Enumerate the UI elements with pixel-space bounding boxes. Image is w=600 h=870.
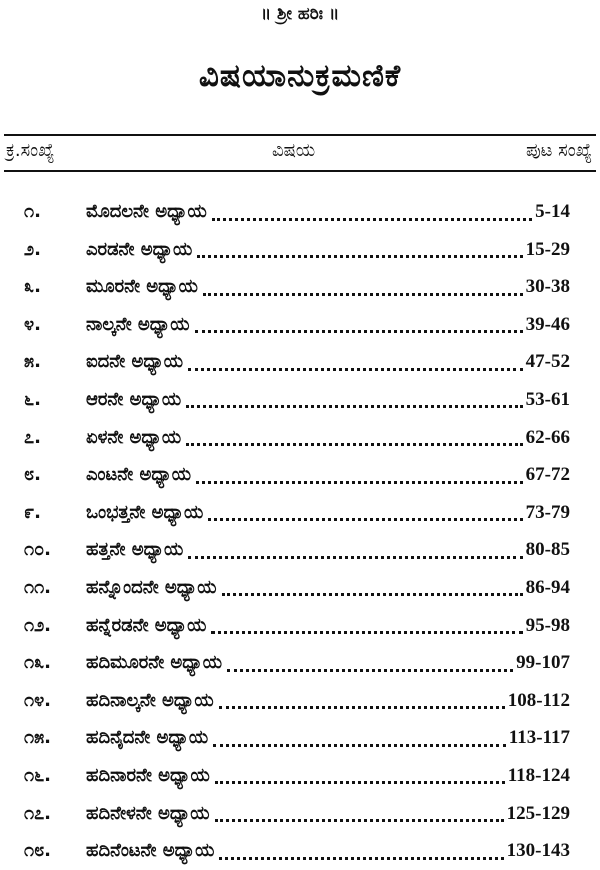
toc-entry-pages: 86-94 — [525, 576, 570, 598]
dot-leader — [219, 843, 503, 860]
toc-entry-number: ೧೩. — [24, 652, 51, 674]
toc-entry-line — [86, 464, 570, 486]
toc-entry — [0, 795, 600, 833]
toc-entry-pages: 5-14 — [535, 201, 570, 222]
dot-leader — [212, 204, 532, 221]
dot-leader — [222, 579, 523, 596]
toc-entry-line — [86, 276, 570, 298]
toc-entry-title: ಹದಿನೆಂಟನೇ ಅಧ್ಯಾಯ — [86, 840, 215, 862]
toc-entry-line — [86, 577, 570, 599]
toc-entry-number: ೧೦. — [24, 539, 51, 561]
toc-entry — [0, 231, 600, 269]
toc-entry-line — [86, 727, 570, 749]
toc-entry — [0, 193, 600, 231]
dot-leader — [208, 504, 522, 521]
dot-leader — [203, 279, 523, 296]
toc-entry-pages: 99-107 — [516, 652, 570, 674]
table-header — [4, 134, 592, 170]
toc-entry-title: ಆರನೇ ಅಧ್ಯಾಯ — [86, 388, 182, 410]
toc-entry-title: ಹತ್ತನೇ ಅಧ್ಯಾಯ — [86, 539, 184, 561]
toc-entry — [0, 682, 600, 720]
toc-entry-title: ಎರಡನೇ ಅಧ್ಯಾಯ — [86, 238, 193, 260]
toc-entry-number: ೨. — [24, 238, 41, 260]
toc-entry — [0, 456, 600, 494]
toc-entry-line — [86, 765, 570, 787]
toc-entry-title: ಹನ್ನೊಂದನೇ ಅಧ್ಯಾಯ — [86, 576, 217, 598]
dot-leader — [188, 542, 522, 559]
toc-entry-title: ನಾಲ್ಕನೇ ಅಧ್ಯಾಯ — [86, 313, 190, 335]
toc-entry-line — [86, 840, 570, 862]
dot-leader — [215, 767, 505, 784]
header-bottom-rule — [4, 170, 596, 172]
invocation-line: ॥ ಶ್ರೀ ಹರಿಃ ॥ — [260, 4, 340, 24]
dot-leader — [186, 391, 522, 408]
dot-leader — [188, 354, 523, 371]
dot-leader — [196, 467, 523, 484]
toc-entry-number: ೧೬. — [24, 764, 51, 786]
toc-entry-title: ಎಂಟನೇ ಅಧ್ಯಾಯ — [86, 464, 192, 486]
toc-entry-number: ೮. — [24, 464, 41, 486]
toc-entry — [0, 306, 600, 344]
toc-entry-pages: 108-112 — [507, 689, 570, 711]
toc-entry-line — [86, 615, 570, 637]
toc-entry-title: ಹನ್ನೆರಡನೇ ಅಧ್ಯಾಯ — [86, 614, 207, 636]
toc-entry-pages: 15-29 — [525, 238, 570, 260]
toc-entry-pages: 62-66 — [525, 426, 570, 448]
toc-entry-line — [86, 539, 570, 561]
toc-entry-line — [86, 690, 570, 712]
toc-entry — [0, 607, 600, 645]
toc-entry-pages: 95-98 — [525, 614, 570, 636]
toc-entry — [0, 719, 600, 757]
toc-entry-line — [86, 803, 570, 825]
toc-entry-pages: 53-61 — [525, 388, 570, 410]
toc-entry-line — [86, 351, 570, 373]
toc-entry-pages: 125-129 — [506, 802, 570, 824]
toc-entry-number: ೧೮. — [24, 840, 51, 862]
toc-entry-number: ೧೨. — [24, 614, 51, 636]
toc-entry-number: ೧೪. — [24, 689, 51, 711]
toc-entry-title: ಹದಿನೇಳನೇ ಅಧ್ಯಾಯ — [86, 802, 210, 824]
toc-entry-title: ಹದಿನೈದನೇ ಅಧ್ಯಾಯ — [86, 727, 209, 749]
header-page-number: ಪುಟ ಸಂಖ್ಯೆ — [526, 140, 592, 161]
toc-entry-title: ಹದಿಮೂರನೇ ಅಧ್ಯಾಯ — [86, 652, 223, 674]
toc-entry — [0, 757, 600, 795]
table-of-contents — [0, 193, 600, 870]
toc-entry — [0, 644, 600, 682]
toc-entry-line — [86, 502, 570, 524]
toc-entry-number: ೯. — [24, 501, 41, 523]
toc-entry-line — [86, 389, 570, 411]
dot-leader — [215, 805, 504, 822]
toc-entry-number: ೫. — [24, 351, 41, 373]
toc-entry — [0, 268, 600, 306]
toc-entry — [0, 569, 600, 607]
toc-entry-pages: 73-79 — [525, 501, 570, 523]
toc-entry-number: ೧೭. — [24, 802, 51, 824]
toc-entry-title: ಏಳನೇ ಅಧ್ಯಾಯ — [86, 426, 182, 448]
toc-entry-title: ಐದನೇ ಅಧ್ಯಾಯ — [86, 351, 184, 373]
toc-entry-pages: 39-46 — [525, 313, 570, 335]
toc-entry-number: ೩. — [24, 276, 41, 298]
dot-leader — [213, 730, 506, 747]
toc-entry-number: ೧೫. — [24, 727, 51, 749]
toc-entry-number: ೭. — [24, 426, 41, 448]
toc-entry-pages: 130-143 — [506, 840, 570, 862]
toc-entry-title: ಹದಿನಾಲ್ಕನೇ ಅಧ್ಯಾಯ — [86, 689, 214, 711]
toc-entry-title: ಹದಿನಾರನೇ ಅಧ್ಯಾಯ — [86, 764, 210, 786]
toc-entry-pages: 30-38 — [525, 276, 570, 298]
toc-entry — [0, 381, 600, 419]
header-subject: ವಿಷಯ — [272, 140, 316, 161]
toc-entry-line — [86, 239, 570, 261]
dot-leader — [211, 617, 522, 634]
toc-entry-title: ಒಂಭತ್ತನೇ ಅಧ್ಯಾಯ — [86, 501, 204, 523]
toc-entry-pages: 47-52 — [525, 351, 570, 373]
dot-leader — [227, 655, 513, 672]
header-serial-number: ಕ್ರ.ಸಂಖ್ಯೆ — [6, 140, 55, 161]
toc-entry — [0, 343, 600, 381]
toc-entry-number: ೬. — [24, 388, 41, 410]
dot-leader — [195, 316, 523, 333]
toc-entry-number: ೧೧. — [24, 576, 51, 598]
dot-leader — [197, 241, 522, 258]
toc-entry-pages: 113-117 — [508, 727, 570, 749]
dot-leader — [186, 429, 523, 446]
toc-entry-line — [86, 652, 570, 674]
toc-entry-number: ೪. — [24, 313, 41, 335]
page-title: ವಿಷಯಾನುಕ್ರಮಣಿಕೆ — [198, 58, 402, 94]
toc-entry-pages: 118-124 — [507, 764, 570, 786]
toc-entry-title: ಮೂರನೇ ಅಧ್ಯಾಯ — [86, 276, 198, 298]
toc-entry — [0, 531, 600, 569]
toc-entry — [0, 494, 600, 532]
toc-entry-line — [86, 427, 570, 449]
toc-entry-number: ೧. — [24, 201, 41, 222]
toc-entry — [0, 832, 600, 870]
toc-entry-pages: 80-85 — [525, 539, 570, 561]
toc-entry-line — [86, 314, 570, 336]
toc-entry-title: ಮೊದಲನೇ ಅಧ್ಯಾಯ — [86, 201, 207, 222]
toc-entry-pages: 67-72 — [525, 464, 570, 486]
toc-entry — [0, 419, 600, 457]
toc-entry-line — [86, 201, 570, 223]
dot-leader — [219, 692, 505, 709]
